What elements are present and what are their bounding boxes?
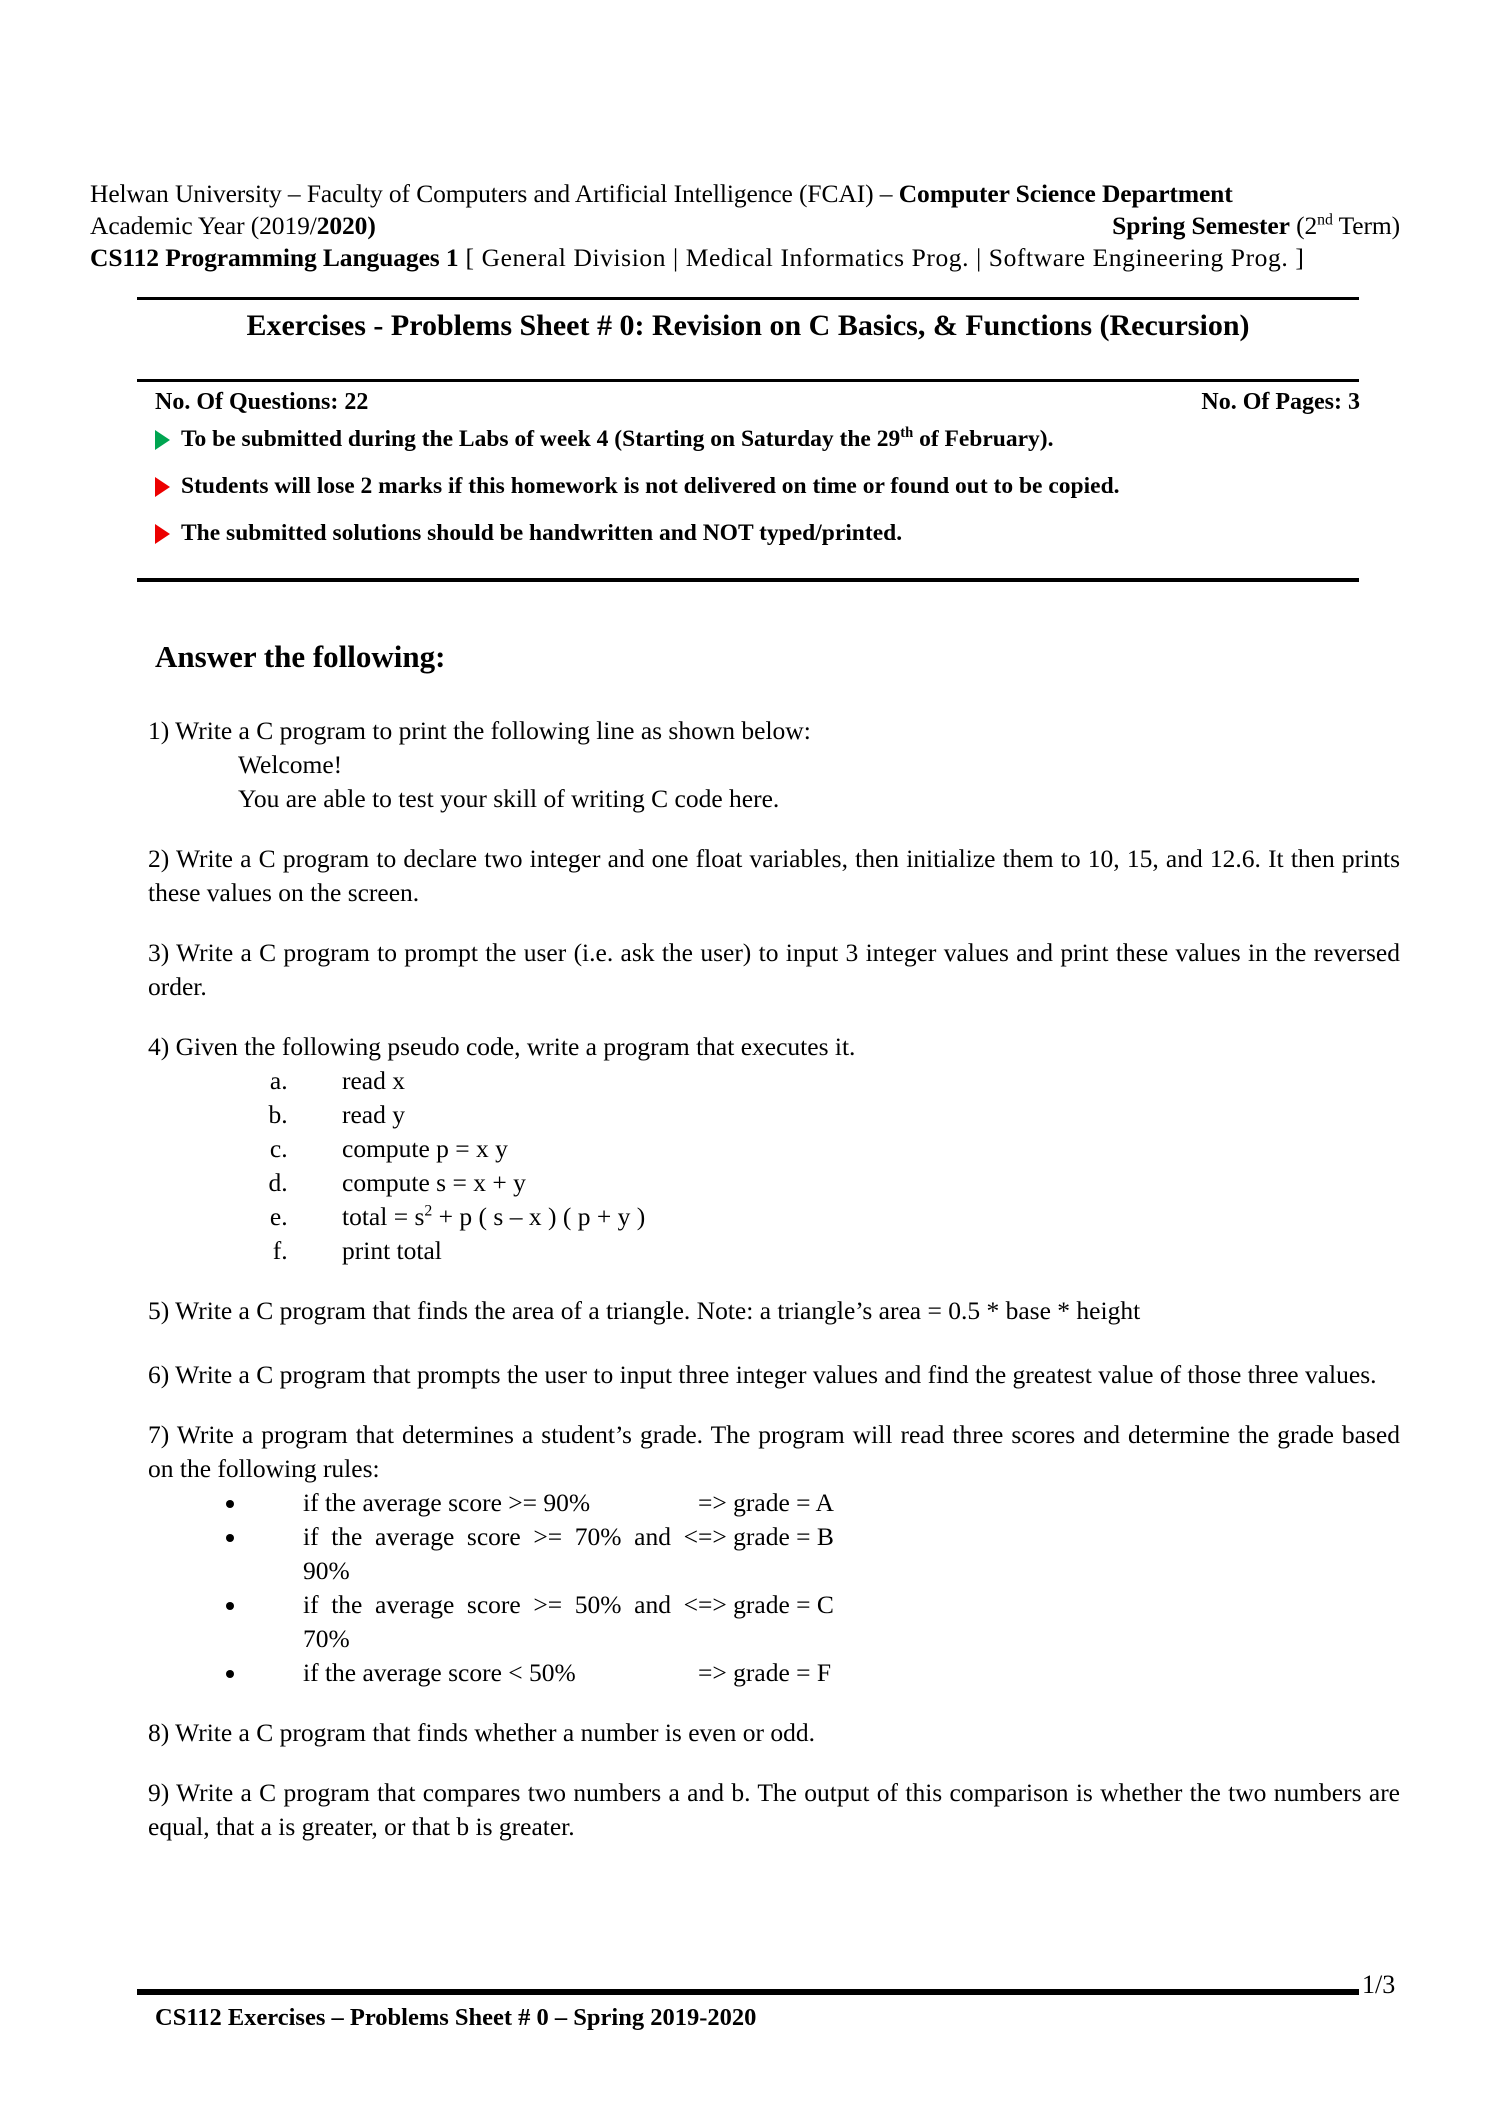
- question-8-text: 8) Write a C program that finds whether a number is even or odd.: [148, 1718, 815, 1747]
- question-1: [148, 714, 1400, 816]
- semester-term-pre: (2: [1289, 211, 1318, 240]
- header-divider-top: [137, 297, 1359, 300]
- list-item: [248, 1486, 1400, 1520]
- department-text: Computer Science Department: [898, 179, 1233, 208]
- list-item: [294, 1200, 1400, 1234]
- question-4-text: 4) Given the following pseudo code, write a program that executes it.: [148, 1032, 856, 1061]
- question-5-text: 5) Write a C program that finds the area of a triangle. Note: a triangle’s area = 0.5 * base * height: [148, 1296, 1141, 1325]
- notice-item: [155, 424, 1395, 454]
- question-5: [148, 1294, 1400, 1328]
- list-item: [248, 1520, 1400, 1588]
- course-code-title: CS112 Programming Languages 1: [90, 243, 459, 272]
- question-9-text: 9) Write a C program that compares two numbers a and b. The output of this comparison is whether the two numbers are equal, that a is greater, or that b is greater.: [148, 1778, 1400, 1841]
- notices-list: [155, 424, 1395, 565]
- question-1-text: 1) Write a C program to print the following line as shown below:: [148, 716, 811, 745]
- notice-text: The submitted solutions should be handwritten and NOT typed/printed.: [181, 520, 903, 546]
- formula-pre: total = s: [342, 1202, 425, 1231]
- list-item: d. compute s = x + y: [294, 1166, 1400, 1200]
- grade-condition: • if the average score >= 50% and < 70%: [303, 1590, 698, 1653]
- semester-term-sup: nd: [1317, 211, 1333, 229]
- grade-condition: • if the average score >= 70% and < 90%: [303, 1522, 698, 1585]
- academic-year-group: [90, 210, 376, 242]
- answer-the-following-heading: Answer the following:: [155, 639, 446, 674]
- notice-text-post: of February).: [913, 426, 1054, 452]
- question-7: [148, 1418, 1400, 1690]
- question-7-text: 7) Write a program that determines a student’s grade. The program will read three scores and determine the grade based on the following rules:: [148, 1420, 1400, 1483]
- header-line-academic-year: [90, 210, 1400, 242]
- question-9: [148, 1776, 1400, 1844]
- grade-result: => grade = B: [698, 1522, 834, 1551]
- questions-body: [148, 714, 1400, 1844]
- header-line-course: [90, 242, 1400, 274]
- question-2-text: 2) Write a C program to declare two integer and one float variables, then initialize them to 10, 15, and 12.6. It then prints these values on the screen.: [148, 844, 1400, 907]
- question-2: [148, 842, 1400, 910]
- notice-text: Students will lose 2 marks if this homework is not delivered on time or found out to be copied.: [181, 473, 1120, 499]
- question-4-pseudocode-list: [148, 1064, 1400, 1268]
- question-6-text: 6) Write a C program that prompts the user to input three integer values and find the greatest value of those three values.: [148, 1360, 1377, 1389]
- course-divisions: [ General Division | Medical Informatics Prog. | Software Engineering Prog. ]: [458, 243, 1305, 272]
- semester-label: Spring Semester: [1112, 211, 1290, 240]
- notices-divider: [137, 578, 1359, 582]
- question-7-grade-rules: [148, 1486, 1400, 1690]
- grade-condition: • if the average score < 50%: [303, 1658, 576, 1687]
- grade-rule-row: [303, 1588, 1400, 1656]
- header-line-university: [90, 178, 1400, 210]
- page-title: Exercises - Problems Sheet # 0: Revision on C Basics, & Functions (Recursion): [246, 309, 1250, 342]
- grade-result: => grade = A: [698, 1488, 834, 1517]
- list-item: b. read y: [294, 1098, 1400, 1132]
- footer-divider: [137, 1989, 1359, 1995]
- list-item: [248, 1656, 1400, 1690]
- formula-post: + p ( s – x ) ( p + y ): [432, 1202, 646, 1231]
- list-item: a. read x: [294, 1064, 1400, 1098]
- list-item: f. print total: [294, 1234, 1400, 1268]
- question-8: [148, 1716, 1400, 1750]
- list-item: c. compute p = x y: [294, 1132, 1400, 1166]
- grade-rule-row: [303, 1656, 1400, 1690]
- semester-group: [1112, 210, 1400, 242]
- question-1-sample-line-2: You are able to test your skill of writing C code here.: [238, 784, 780, 813]
- grade-rule-row: [303, 1520, 1400, 1588]
- formula-exponent: 2: [424, 1202, 433, 1220]
- triangle-bullet-icon: [155, 477, 170, 497]
- list-item: [248, 1588, 1400, 1656]
- page-number: 1/3: [1362, 1970, 1396, 1999]
- question-3-text: 3) Write a C program to prompt the user (i.e. ask the user) to input 3 integer values and print these values in the reversed order.: [148, 938, 1400, 1001]
- question-1-sample-line-1: Welcome!: [238, 750, 343, 779]
- questions-count: No. Of Questions: 22: [155, 389, 369, 415]
- notice-text-pre: To be submitted during the Labs of week 4 (Starting on Saturday the 29: [181, 426, 901, 452]
- document-header: [90, 178, 1400, 274]
- counts-row: [155, 387, 1360, 417]
- notice-item: [155, 518, 1395, 548]
- triangle-bullet-icon: [155, 430, 170, 450]
- question-6: [148, 1358, 1400, 1392]
- academic-year-value: 2020): [316, 211, 376, 240]
- grade-result: => grade = C: [698, 1590, 834, 1619]
- notice-text: [181, 424, 1054, 454]
- academic-year-label: Academic Year (2019/: [90, 211, 317, 240]
- footer-text: CS112 Exercises – Problems Sheet # 0 – Spring 2019-2020: [155, 2004, 757, 2031]
- university-faculty-text: Helwan University – Faculty of Computers and Artificial Intelligence (FCAI) –: [90, 179, 899, 208]
- grade-rule-row: [303, 1486, 1400, 1520]
- semester-term-post: Term): [1332, 211, 1400, 240]
- grade-condition: • if the average score >= 90%: [303, 1488, 591, 1517]
- grade-result: => grade = F: [698, 1658, 832, 1687]
- pages-count: No. Of Pages: 3: [1201, 389, 1360, 415]
- question-3: [148, 936, 1400, 1004]
- notice-text-sup: th: [900, 425, 914, 442]
- notice-item: [155, 471, 1395, 501]
- question-4: [148, 1030, 1400, 1268]
- header-divider-bottom: [137, 379, 1359, 382]
- triangle-bullet-icon: [155, 524, 170, 544]
